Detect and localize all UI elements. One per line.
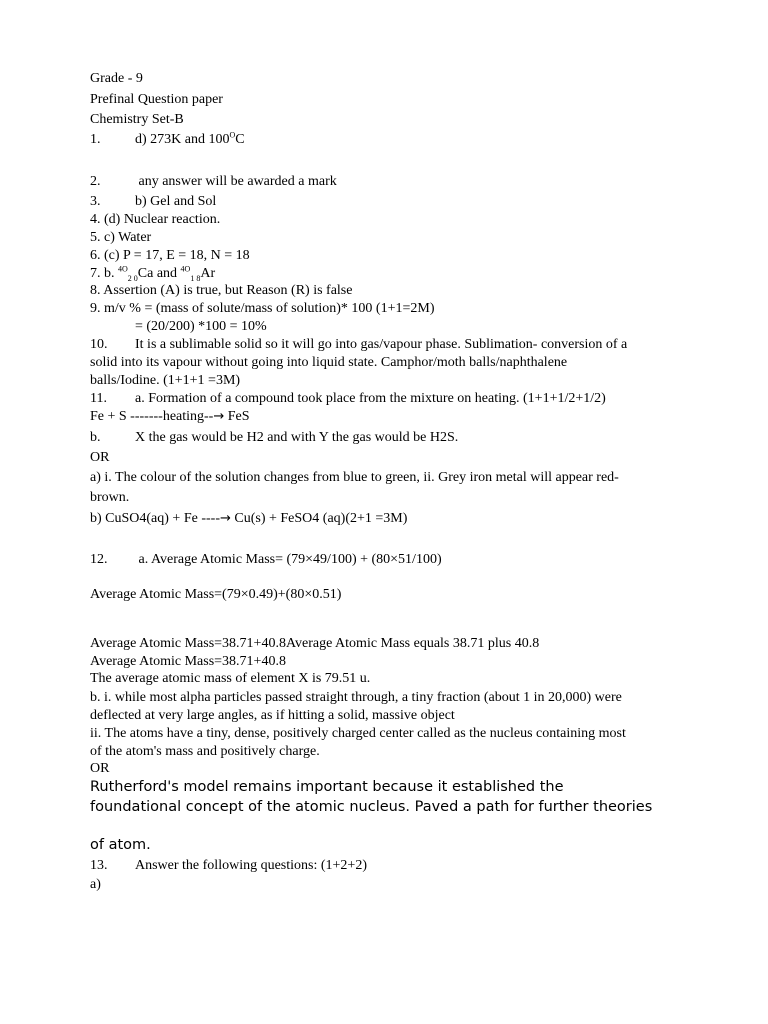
unit-text: C bbox=[235, 132, 245, 147]
answer-2 bbox=[90, 173, 337, 191]
answer-12-b-cont: deflected at very large angles, as if hitting a solid, massive object bbox=[90, 708, 455, 723]
equation-right: Cu(s) + FeSO4 (aq)(2+1 =3M) bbox=[230, 511, 408, 526]
element-text: Ca and bbox=[137, 266, 181, 281]
answer-number: 1. bbox=[90, 132, 101, 147]
answer-10-line2: solid into its vapour without going into liquid state. Camphor/moth balls/naphthalene bbox=[90, 355, 568, 370]
answer-6: 6. (c) P = 17, E = 18, N = 18 bbox=[90, 248, 250, 263]
answer-12 bbox=[90, 551, 442, 569]
answer-10 bbox=[90, 336, 627, 354]
superscript: O bbox=[229, 130, 236, 140]
answer-text: a. Formation of a compound took place from the mixture on heating. (1+1+1/2+1/2) bbox=[135, 391, 606, 406]
answer-text: d) 273K and 100 bbox=[135, 132, 230, 147]
answer-prefix: 7. b. bbox=[90, 266, 118, 281]
answer-text: X the gas would be H2 and with Y the gas would be H2S. bbox=[135, 430, 459, 445]
or-label: OR bbox=[90, 450, 110, 465]
calc-result: The average atomic mass of element X is 79.51 u. bbox=[90, 671, 371, 686]
answer-11 bbox=[90, 390, 606, 408]
alt-answer-line3: of atom. bbox=[90, 837, 151, 853]
or-label: OR bbox=[90, 761, 110, 776]
answer-8: 8. Assertion (A) is true, but Reason (R) is false bbox=[90, 283, 353, 298]
answer-text: a. Average Atomic Mass= (79×49/100) + (80×51/100) bbox=[135, 552, 442, 567]
grade-label: Grade - 9 bbox=[90, 71, 143, 86]
answer-text: b) Gel and Sol bbox=[135, 194, 217, 209]
arrow-icon: → bbox=[213, 409, 225, 424]
reaction-equation bbox=[90, 408, 250, 426]
answer-9-calc: = (20/200) *100 = 10% bbox=[135, 319, 267, 334]
equation-right: FeS bbox=[224, 409, 250, 424]
equation-left: b) CuSO4(aq) + Fe ---- bbox=[90, 511, 220, 526]
mass-number: 4O bbox=[180, 264, 191, 274]
answer-text: It is a sublimable solid so it will go into gas/vapour phase. Sublimation- conversion of a bbox=[135, 337, 628, 352]
answer-number: 10. bbox=[90, 337, 108, 352]
answer-number: 11. bbox=[90, 391, 107, 406]
answer-12-b: b. i. while most alpha particles passed straight through, a tiny fraction (about 1 in 20,000) were bbox=[90, 690, 622, 705]
answer-9: 9. m/v % = (mass of solute/mass of solution)* 100 (1+1=2M) bbox=[90, 301, 435, 316]
answer-13 bbox=[90, 857, 367, 875]
answer-text: Answer the following questions: (1+2+2) bbox=[135, 858, 367, 873]
answer-text: any answer will be awarded a mark bbox=[135, 174, 337, 189]
calc-step-4: Average Atomic Mass=38.71+40.8 bbox=[90, 654, 286, 669]
answer-3 bbox=[90, 193, 216, 211]
answer-number: 13. bbox=[90, 858, 108, 873]
set-label: Chemistry Set-B bbox=[90, 112, 184, 127]
answer-13-a: a) bbox=[90, 877, 101, 892]
alt-answer-line2: foundational concept of the atomic nucleus. Paved a path for further theories bbox=[90, 799, 653, 815]
answer-12-ii: ii. The atoms have a tiny, dense, positively charged center called as the nucleus containing most bbox=[90, 726, 626, 741]
arrow-icon: → bbox=[219, 511, 231, 526]
mass-number: 4O bbox=[118, 264, 128, 274]
answer-1 bbox=[90, 131, 245, 149]
answer-11-alt-b bbox=[90, 510, 407, 528]
atomic-number: 2 0 bbox=[127, 273, 138, 283]
answer-11-alt-a-cont: brown. bbox=[90, 490, 130, 505]
alt-answer-line1: Rutherford's model remains important because it established the bbox=[90, 779, 564, 795]
answer-number: 12. bbox=[90, 552, 108, 567]
answer-label: b. bbox=[90, 430, 101, 445]
answer-12-ii-cont: of the atom's mass and positively charge. bbox=[90, 744, 320, 759]
answer-7 bbox=[90, 265, 215, 283]
answer-11-alt-a: a) i. The colour of the solution changes from blue to green, ii. Grey iron metal will appear red- bbox=[90, 470, 619, 485]
answer-number: 3. bbox=[90, 194, 101, 209]
paper-title: Prefinal Question paper bbox=[90, 92, 223, 107]
element-text: Ar bbox=[200, 266, 216, 281]
atomic-number: 1 8 bbox=[190, 273, 201, 283]
calc-step-3: Average Atomic Mass=38.71+40.8Average Atomic Mass equals 38.71 plus 40.8 bbox=[90, 636, 540, 651]
answer-10-line3: balls/Iodine. (1+1+1 =3M) bbox=[90, 373, 241, 388]
equation-left: Fe + S -------heating-- bbox=[90, 409, 214, 424]
answer-4: 4. (d) Nuclear reaction. bbox=[90, 212, 221, 227]
calc-step-2: Average Atomic Mass=(79×0.49)+(80×0.51) bbox=[90, 587, 342, 602]
answer-5: 5. c) Water bbox=[90, 230, 152, 245]
answer-number: 2. bbox=[90, 174, 101, 189]
answer-11-b bbox=[90, 429, 458, 447]
